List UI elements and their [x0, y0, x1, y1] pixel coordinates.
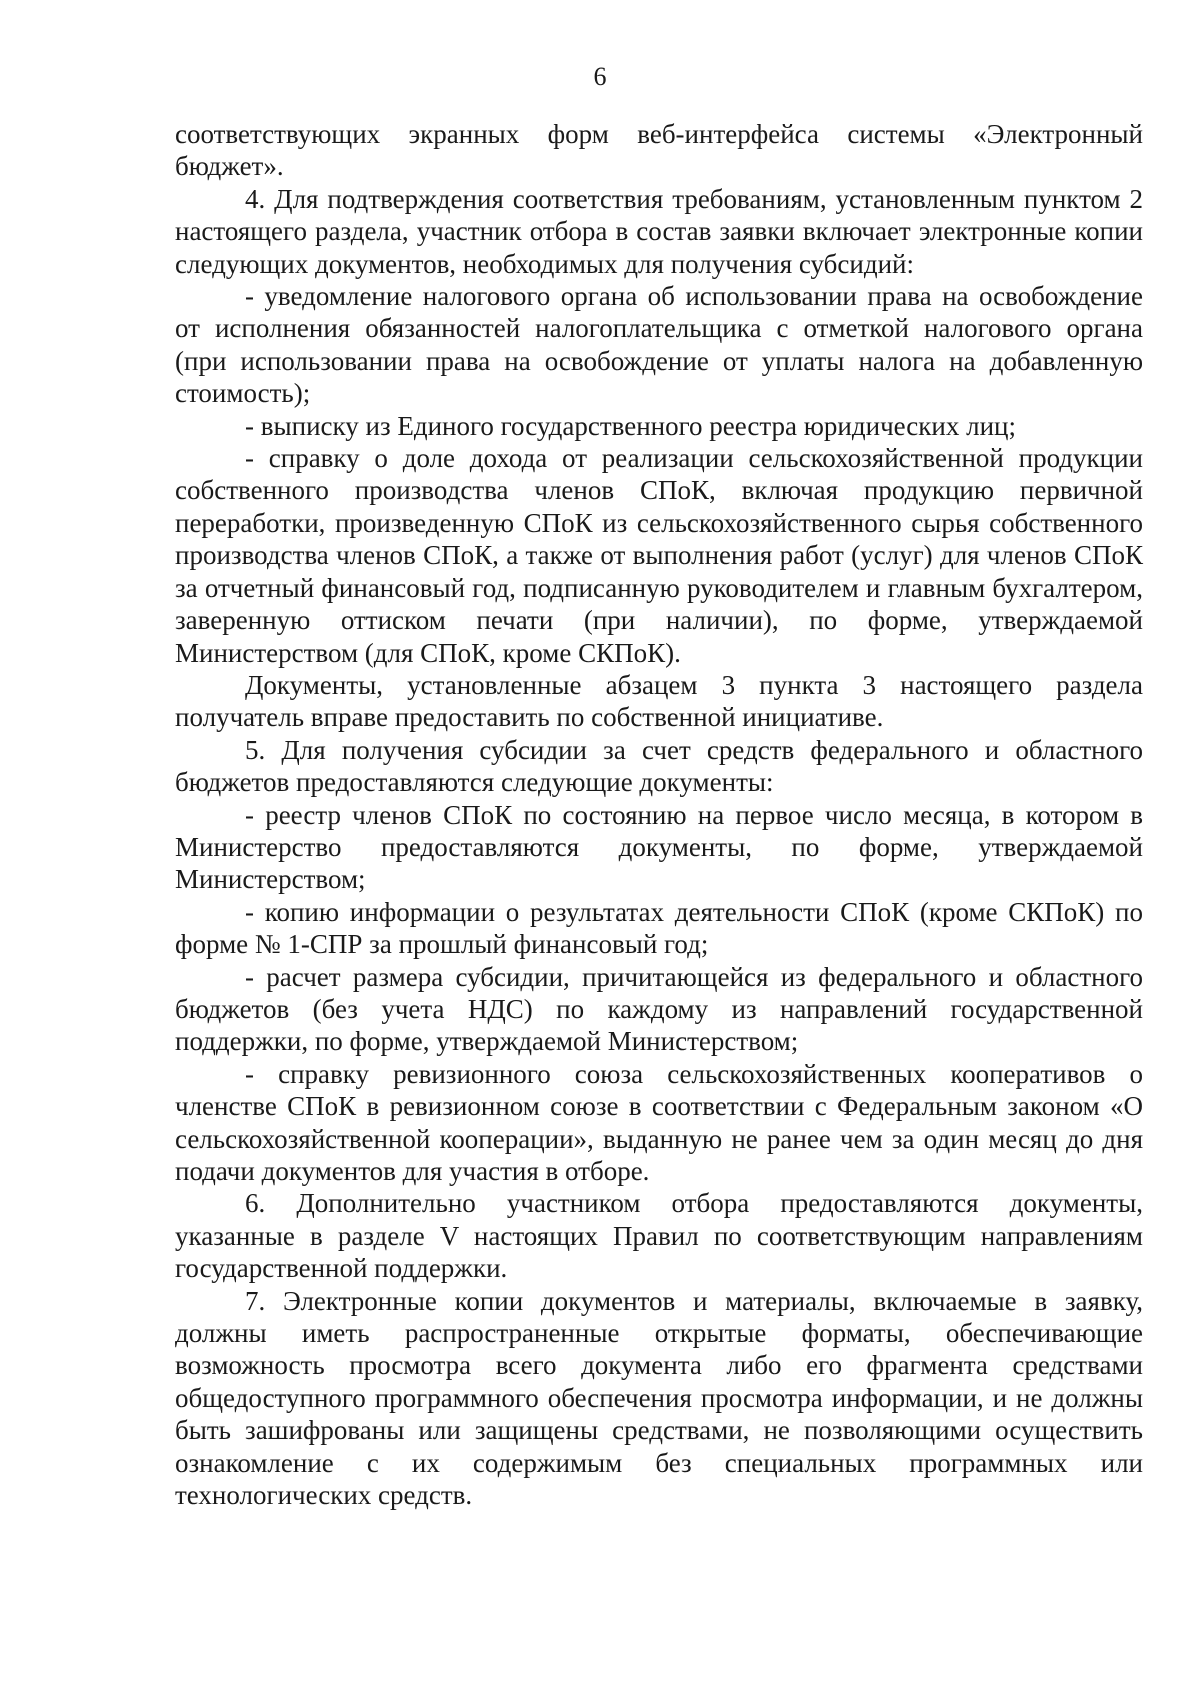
paragraph-activity-info: - копию информации о результатах деятельности СПоК (кроме СКПоК) по форме № 1-СПР за прошлый финансовый год;: [175, 896, 1143, 960]
document-body: [175, 118, 1143, 1511]
paragraph-audit-union-certificate: - справку ревизионного союза сельскохозяйственных кооперативов о членстве СПоК в ревизионном союзе в соответствии с Федеральным законом «О сельскохозяйственной кооперации», выданную не ранее чем за один месяц до дня подачи документов для участия в отборе.: [175, 1058, 1143, 1186]
page-number: 6: [593, 62, 607, 91]
paragraph-members-register: - реестр членов СПоК по состоянию на первое число месяца, в котором в Министерство предоставляются документы, по форме, утверждаемой Министерством;: [175, 799, 1143, 895]
paragraph-continuation: соответствующих экранных форм веб-интерфейса системы «Электронный бюджет».: [175, 119, 1143, 182]
paragraph-registry-extract: - выписку из Единого государственного реестра юридических лиц;: [245, 410, 1016, 441]
paragraph-item-5: 5. Для получения субсидии за счет средств федерального и областного бюджетов предоставляются следующие документы:: [175, 734, 1143, 798]
paragraph-item-4: 4. Для подтверждения соответствия требованиям, установленным пунктом 2 настоящего раздела, участник отбора в состав заявки включает электронные копии следующих документов, необходимых для получения субсидий:: [175, 183, 1143, 279]
paragraph-subsidy-calculation: - расчет размера субсидии, причитающейся из федерального и областного бюджетов (без учета НДС) по каждому из направлений государственной поддержки, по форме, утверждаемой Министерством;: [175, 961, 1143, 1057]
paragraph-item-7: 7. Электронные копии документов и материалы, включаемые в заявку, должны иметь распространенные открытые форматы, обеспечивающие возможность просмотра всего документа либо его фрагмента средствами общедоступного программного обеспечения просмотра информации, и не должны быть зашифрованы или защищены средствами, не позволяющими осуществить ознакомление с их содержимым без специальных программных или технологических средств.: [175, 1285, 1143, 1511]
paragraph-own-initiative: Документы, установленные абзацем 3 пункта 3 настоящего раздела получатель вправе предоставить по собственной инициативе.: [175, 669, 1143, 733]
paragraph-tax-notice: - уведомление налогового органа об использовании права на освобождение от исполнения обязанностей налогоплательщика с отметкой налогового органа (при использовании права на освобождение от уплаты налога на добавленную стоимость);: [175, 281, 1143, 409]
paragraph-income-certificate: - справку о доле дохода от реализации сельскохозяйственной продукции собственного производства членов СПоК, включая продукцию первичной переработки, произведенную СПоК из сельскохозяйственного сырья собственного производства членов СПоК, а также от выполнения работ (услуг) для членов СПоК за отчетный финансовый год, подписанную руководителем и главным бухгалтером, заверенную оттиском печати (при наличии), по форме, утверждаемой Министерством (для СПоК, кроме СКПоК).: [175, 443, 1143, 668]
paragraph-item-6: 6. Дополнительно участником отбора предоставляются документы, указанные в разделе V настоящих Правил по соответствующим направлениям государственной поддержки.: [175, 1188, 1143, 1284]
